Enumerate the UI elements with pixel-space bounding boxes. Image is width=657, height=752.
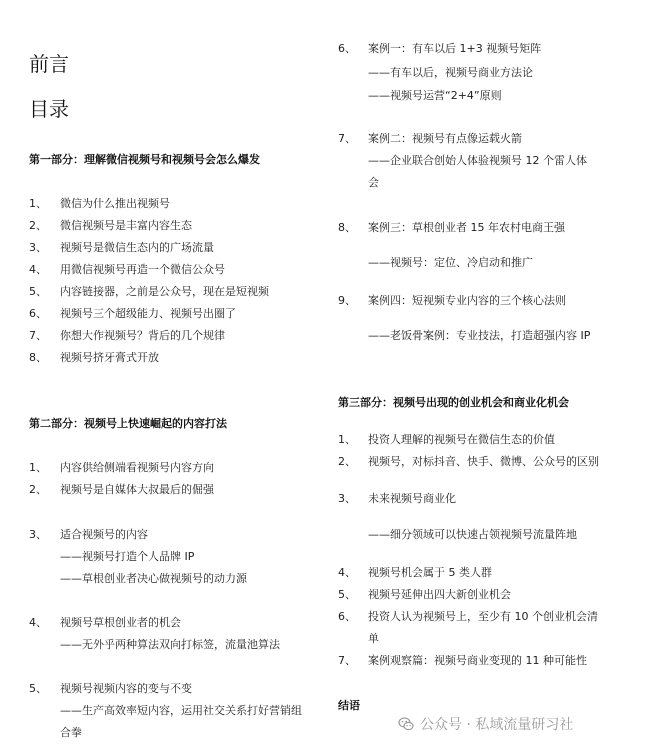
list-item-subtext: ——视频号打造个人品牌 IP bbox=[60, 550, 195, 563]
list-item-number: 7、 bbox=[338, 654, 356, 667]
watermark-text: 公众号 · 私域流量研习社 bbox=[420, 717, 574, 733]
list-item-number: 5、 bbox=[29, 682, 47, 695]
list-item-number: 2、 bbox=[29, 219, 47, 232]
list-item-number: 9、 bbox=[338, 294, 356, 307]
list-item-subtext: ——细分领域可以快速占领视频号流量阵地 bbox=[368, 528, 577, 541]
list-item-text: 视频号，对标抖音、快手、微博、公众号的区别 bbox=[368, 455, 599, 468]
list-item-number: 3、 bbox=[29, 241, 47, 254]
list-item-number: 3、 bbox=[29, 528, 47, 541]
part3-title: 第三部分：视频号出现的创业机会和商业化机会 bbox=[338, 396, 569, 409]
toc-heading: 目录 bbox=[29, 97, 69, 121]
list-item-number: 6、 bbox=[338, 610, 356, 623]
list-item-text: 视频号延伸出四大新创业机会 bbox=[368, 588, 511, 601]
list-item-number: 5、 bbox=[29, 285, 47, 298]
list-item-text: 视频号三个超级能力、视频号出圈了 bbox=[60, 307, 236, 320]
list-item-number: 6、 bbox=[29, 307, 47, 320]
part2-title: 第二部分：视频号上快速崛起的内容打法 bbox=[29, 417, 227, 430]
list-item-continuation: 单 bbox=[368, 632, 379, 645]
list-item-subtext: 会 bbox=[368, 176, 379, 189]
list-item-text: 案例三：草根创业者 15 年农村电商王强 bbox=[368, 221, 565, 234]
list-item-number: 4、 bbox=[29, 263, 47, 276]
list-item-number: 5、 bbox=[338, 588, 356, 601]
list-item-number: 2、 bbox=[29, 483, 47, 496]
list-item-text: 案例一：有车以后 1+3 视频号矩阵 bbox=[368, 42, 542, 55]
list-item-number: 1、 bbox=[29, 461, 47, 474]
list-item-subtext: ——无外乎两种算法双向打标签，流量池算法 bbox=[60, 638, 280, 651]
list-item-subtext: ——生产高效率短内容，运用社交关系打好营销组 bbox=[60, 704, 302, 717]
list-item-number: 8、 bbox=[338, 221, 356, 234]
list-item-subtext: ——草根创业者决心做视频号的动力源 bbox=[60, 572, 247, 585]
list-item-text: 内容链接器，之前是公众号，现在是短视频 bbox=[60, 285, 269, 298]
list-item-text: 视频号是微信生态内的广场流量 bbox=[60, 241, 214, 254]
list-item-number: 4、 bbox=[338, 566, 356, 579]
list-item-number: 3、 bbox=[338, 492, 356, 505]
list-item-text: 视频号草根创业者的机会 bbox=[60, 616, 181, 629]
list-item-text: 用微信视频号再造一个微信公众号 bbox=[60, 263, 225, 276]
list-item-subtext: ——视频号：定位、冷启动和推广 bbox=[368, 256, 533, 269]
list-item-text: 案例二：视频号有点像运载火箭 bbox=[368, 132, 522, 145]
list-item-number: 1、 bbox=[338, 433, 356, 446]
list-item-number: 2、 bbox=[338, 455, 356, 468]
list-item-subtext: ——老饭骨案例：专业技法，打造超强内容 IP bbox=[368, 329, 591, 342]
list-item-subtext: ——企业联合创始人体验视频号 12 个雷人体 bbox=[368, 154, 587, 167]
list-item-number: 8、 bbox=[29, 351, 47, 364]
list-item-number: 7、 bbox=[338, 132, 356, 145]
list-item-text: 微信为什么推出视频号 bbox=[60, 197, 170, 210]
list-item-subtext: 合拳 bbox=[60, 726, 82, 739]
list-item-text: 视频号视频内容的变与不变 bbox=[60, 682, 192, 695]
list-item-text: 视频号是自媒体大叔最后的倔强 bbox=[60, 483, 214, 496]
list-item-number: 6、 bbox=[338, 42, 356, 55]
list-item-text: 内容供给侧端看视频号内容方向 bbox=[60, 461, 214, 474]
list-item-text: 投资人认为视频号上，至少有 10 个创业机会清 bbox=[368, 610, 598, 623]
list-item-text: 适合视频号的内容 bbox=[60, 528, 148, 541]
list-item-text: 案例四：短视频专业内容的三个核心法则 bbox=[368, 294, 566, 307]
list-item-text: 视频号机会属于 5 类人群 bbox=[368, 566, 492, 579]
list-item-number: 1、 bbox=[29, 197, 47, 210]
list-item-number: 7、 bbox=[29, 329, 47, 342]
list-item-text: 微信视频号是丰富内容生态 bbox=[60, 219, 192, 232]
list-item-subtext: ——有车以后，视频号商业方法论 bbox=[368, 66, 533, 79]
part1-title: 第一部分：理解微信视频号和视频号会怎么爆发 bbox=[29, 153, 260, 166]
watermark bbox=[398, 714, 573, 734]
preface-heading: 前言 bbox=[29, 52, 69, 76]
list-item-number: 4、 bbox=[29, 616, 47, 629]
list-item-text: 未来视频号商业化 bbox=[368, 492, 456, 505]
list-item-text: 案例观察篇：视频号商业变现的 11 种可能性 bbox=[368, 654, 587, 667]
list-item-text: 投资人理解的视频号在微信生态的价值 bbox=[368, 433, 555, 446]
conclusion-heading: 结语 bbox=[338, 699, 360, 712]
list-item-subtext: ——视频号运营“2+4”原则 bbox=[368, 89, 502, 102]
list-item-text: 视频号挤牙膏式开放 bbox=[60, 351, 159, 364]
wechat-logo-icon bbox=[398, 716, 414, 732]
list-item-text: 你想大作视频号？背后的几个规律 bbox=[60, 329, 225, 342]
